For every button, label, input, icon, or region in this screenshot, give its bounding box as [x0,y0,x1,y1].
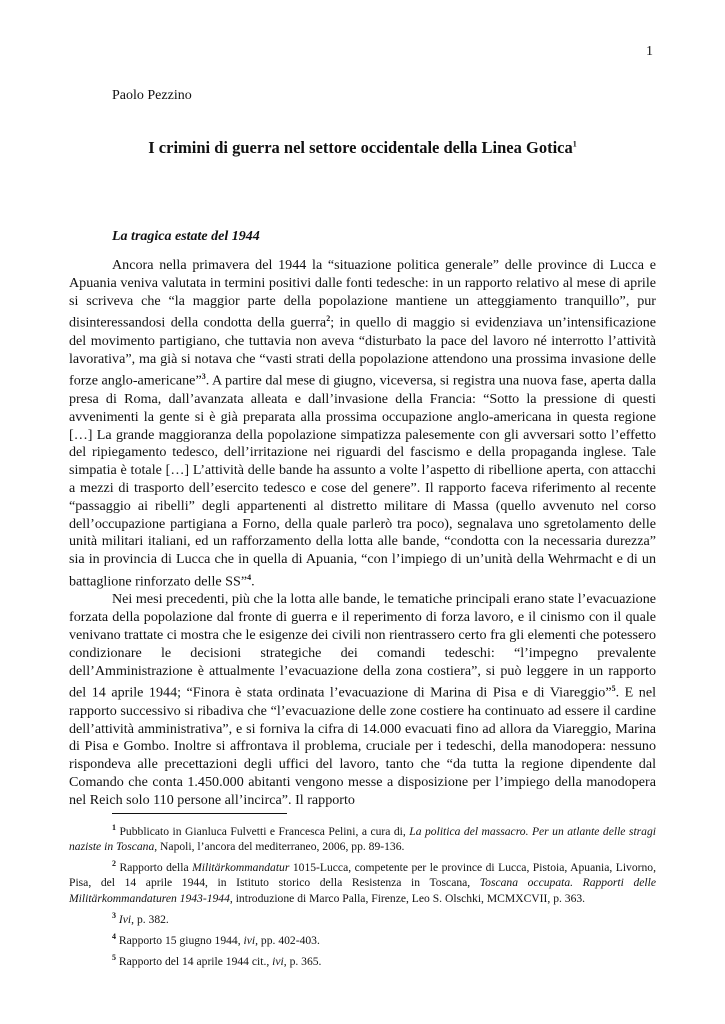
footnote [69,950,656,969]
paragraph [69,591,656,809]
author-name: Paolo Pezzino [112,88,192,103]
paragraph-text: . [251,573,255,590]
footnote-number: 3 [112,910,116,920]
footnote-ref: 5 [611,684,616,694]
footnote-text: , p. 382. [131,912,169,926]
footnote-number: 5 [112,952,116,962]
paragraph-text: . E nel rapporto successivo si ribadiva che “l’evacuazione delle zone costiere ha continuato ad essere il cardine dell’attività amministrativa”, e si forniva la cifra di 14.000 evacuati fino ad allora da Viareggio, Marina di Pisa e Gombo. Inoltre si affrontava il problema, cruciale per i tedeschi, della manodopera: nessuno rispondeva alle precettazioni degli uffici del lavoro, tanto che “da tutta la regione dipendente dal Comando che conta 1.450.000 abitanti vengono messe a disposizione per l’impiego della manodopera nel Reich solo 110 persone all’incirca”. Il rapporto [69,685,657,808]
footnote-text: , pp. 402-403. [255,933,320,947]
footnote-separator [112,813,287,814]
paragraph-text: . A partire dal mese di giugno, viceversa, si registra una nuova fase, aperta dalla presa di Roma, dall’avanzata alleata e dall’invasione della Francia: “Sotto la pressione di questi avvenimenti la gente si è già preparata alla prossima occupazione anglo-americana in questa regione […] La grande maggioranza della popolazione simpatizza palesemente con gli avversari sotto l’effetto del ripiegamento tedesco, dell’irritazione nei riguardi del fascismo e della propaganda inglese. Tale simpatia è totale […] L’attività delle bande ha assunto a volte l’aspetto di ribellione aperta, con attacchi a mezzi di trasporto dell’esercito tedesco e cose del genere”. Il rapporto faceva riferimento al recente “passaggio ai ribelli” degli appartenenti al distretto militare di Massa (quello avvenuto nel corso dell’occupazione partigiana a Forno, della quale parlerò tra poco), segnalava uno sgretolamento delle unità militari italiani, ed un rafforzamento della lotta alle bande, “condotta con la necessaria durezza” sia in provincia di Lucca che in quella di Apuania, “con l’impiego di un’unità della Wehrmacht e di un battaglione rinforzato delle SS” [69,373,656,590]
footnote-text: , introduzione di Marco Palla, Firenze, Leo S. Olschki, MCMXCVII, p. 363. [229,891,586,905]
section-heading: La tragica estate del 1944 [112,229,260,244]
footnote [69,929,656,948]
paragraph-text: Nei mesi precedenti, più che la lotta alle bande, le tematiche principali erano state l’evacuazione forzata della popolazione dal fronte di guerra e il reperimento di forza lavoro, e il cinismo con il quale venivano trattate ci mostra che le esigenze dei civili non rientrassero certo fra gli elementi che potessero condizionare le decisioni strategiche dei comandi tedeschi: “l’impegno prevalente dell’Amministrazione è attualmente l’evacuazione della zona costiera”, si può leggere in un rapporto del 14 aprile 1944; “Finora è stata ordinata l’evacuazione di Marina di Pisa e di Viareggio” [69,591,656,702]
footnote-ref: 4 [247,572,252,582]
footnote [69,820,656,854]
footnote-number: 1 [112,823,116,832]
body-text [69,257,656,810]
footnote-text: 1015-Lucca, competente per le province di Lucca, Pistoia, Apuania, Livorno, Pisa, del 14 aprile 1944, in Istituto storico della Resistenza in Toscana, [69,861,657,890]
footnote-text: Pubblicato in Gianluca Fulvetti e Francesca Pelini, a cura di, [116,824,410,838]
title-text: I crimini di guerra nel settore occidentale della Linea Gotica [148,138,573,157]
footnote-text: , Napoli, l’ancora del mediterraneo, 2006, pp. 89-136. [154,840,405,854]
page-number: 1 [646,44,653,59]
footnote-text: Rapporto del 14 aprile 1944 cit., [116,954,273,968]
footnote [69,908,656,927]
paragraph-text: Ancora nella primavera del 1944 la “situazione politica generale” delle province di Lucca e Apuania veniva valutata in termini positivi dalle fonti tedesche: in un rapporto relativo al mese di aprile si scriveva che “la maggior parte della popolazione mantiene un atteggiamento tranquillo”, pur disinteressandosi della condotta della guerra [69,257,656,332]
article-title [0,138,725,158]
footnote-ref: 3 [201,372,206,382]
footnote-number: 4 [112,931,116,941]
paragraph [69,257,656,591]
footnote-ref: 1 [572,139,577,149]
footnote [69,856,656,905]
footnote-title: Ivi [118,912,132,926]
footnote-ref: 2 [326,314,331,324]
footnote-number: 2 [112,859,116,869]
footnote-title: ivi [272,954,284,968]
footnote-text: Rapporto 15 giugno 1944, [116,933,244,947]
footnote-title: Militärkommandatur [192,861,290,875]
footnote-title: La politica del massacro. Per un atlante delle stragi naziste in Toscana [69,824,656,854]
footnote-title: ivi [243,933,256,947]
footnote-title: Toscana occupata. Rapporti delle Militärkommandaturen 1943-1944 [69,876,656,905]
paragraph-text: ; in quello di maggio si evidenziava un’intensificazione del movimento partigiano, che tuttavia non aveva “disturbato la pace del lavoro né interrotto l’attività lavorativa”, ma già si notava che “vasti strati della popolazione attendono una prossima invasione delle forze anglo-americane” [69,315,656,390]
footnote-text: , p. 365. [283,954,322,968]
footnotes [69,820,656,971]
footnote-text: Rapporto della [116,861,193,875]
